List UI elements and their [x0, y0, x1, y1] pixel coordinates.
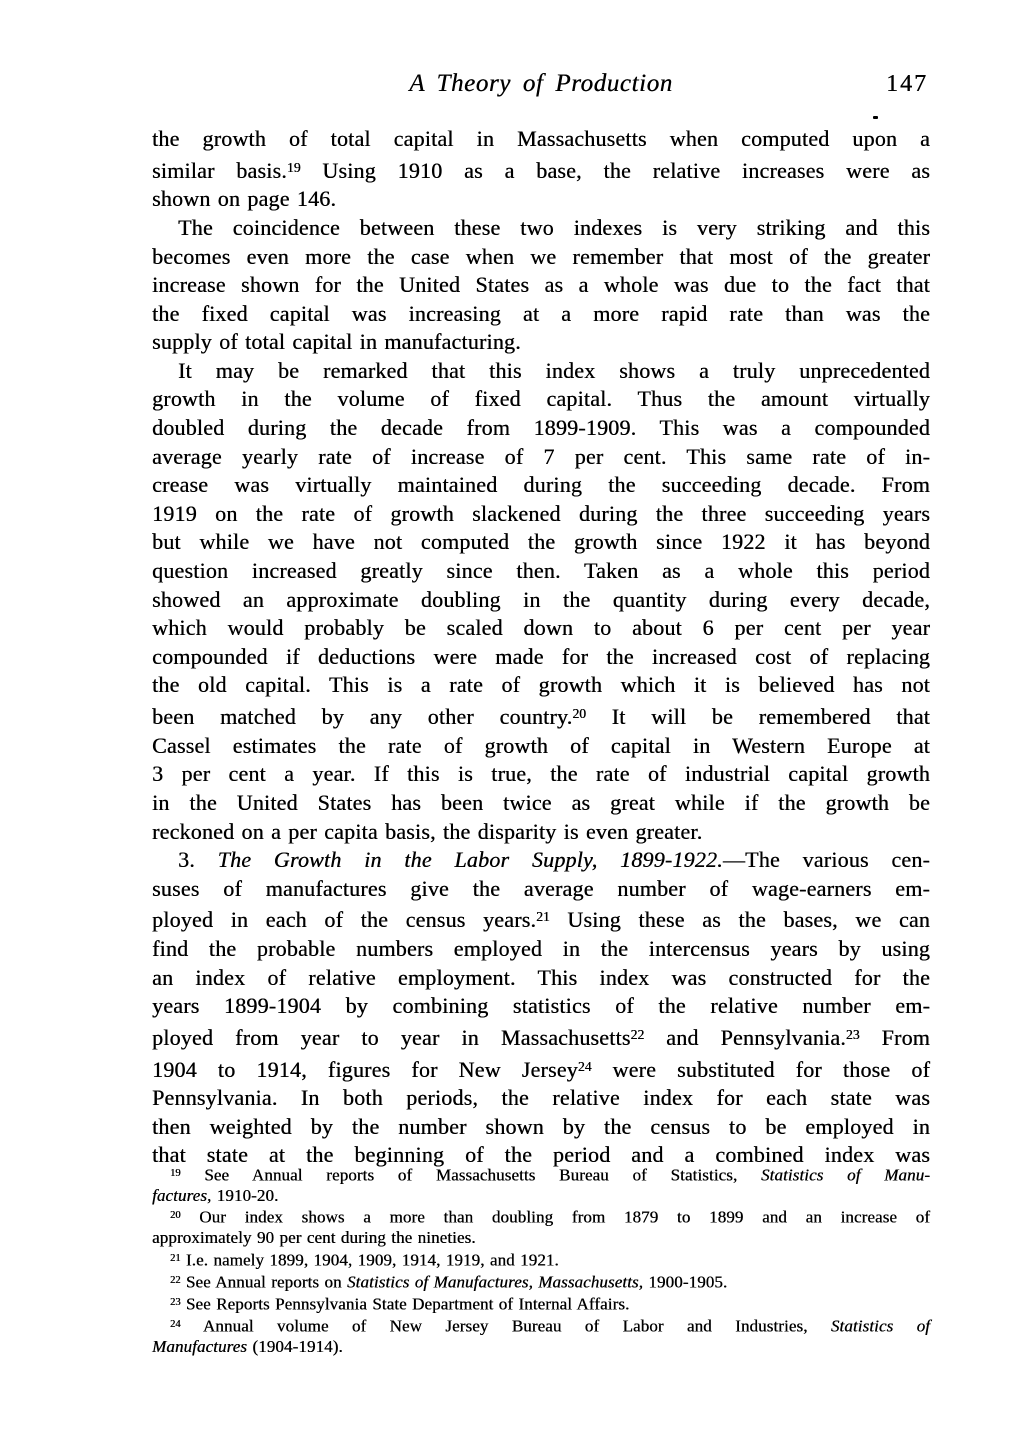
- footnote-line: [152, 1293, 930, 1315]
- text-segment: ployed in each of the census years.: [152, 907, 537, 933]
- body-line: [152, 700, 930, 732]
- text-segment: showed an approximate doubling in the quantity during every decade,: [152, 586, 930, 612]
- body-line: [152, 1084, 930, 1113]
- body-line: [152, 214, 930, 243]
- text-segment: ployed from year to year in Massachusetts: [152, 1024, 631, 1050]
- body-line: [152, 243, 930, 272]
- page-number: 147: [886, 71, 928, 97]
- body-line: [152, 414, 930, 443]
- footnote-marker: 24: [577, 1058, 592, 1074]
- text-segment: and Pennsylvania.: [644, 1024, 846, 1050]
- page-title: A Theory of Production: [409, 70, 673, 97]
- text-segment: Statistics of Manufactures, Massachusetts,: [346, 1272, 643, 1292]
- text-segment: similar basis.: [152, 157, 287, 183]
- text-segment: doubled during the decade from 1899-1909. This was a compounded: [152, 415, 930, 441]
- body-line: [152, 732, 930, 761]
- text-segment: 1919 on the rate of growth slackened during the three succeeding years: [152, 500, 930, 526]
- footnote-line: [152, 1228, 930, 1248]
- text-segment: becomes even more the case when we remember that most of the greater: [152, 243, 930, 269]
- body-line: [152, 789, 930, 818]
- text-segment: increase shown for the United States as a whole was due to the fact that: [152, 272, 930, 298]
- text-segment: Using these as the bases, we can: [549, 907, 930, 933]
- text-segment: an index of relative employment. This index was constructed for the: [152, 964, 930, 990]
- text-segment: reckoned on a per capita basis, the disparity is even greater.: [152, 818, 703, 844]
- text-segment: Cassel estimates the rate of growth of capital in Western Europe at: [152, 732, 930, 758]
- text-segment: but while we have not computed the growth since 1922 it has beyond: [152, 529, 930, 555]
- body-line: [152, 185, 930, 214]
- footnote-marker: 22: [170, 1274, 181, 1286]
- body-line: [152, 385, 930, 414]
- footnote-line: [152, 1315, 930, 1337]
- footnote-block: [152, 1164, 930, 1357]
- footnote-marker: 19: [170, 1168, 181, 1179]
- text-segment: (1904-1914).: [247, 1336, 343, 1356]
- text-segment: Annual volume of New Jersey Bureau of Labor and Industries,: [180, 1316, 831, 1336]
- text-segment: 3.: [178, 847, 218, 873]
- text-segment: approximately 90 per cent during the nineties.: [152, 1228, 476, 1248]
- body-line: [152, 935, 930, 964]
- text-segment: The Growth in the Labor Supply, 1899-1922.: [217, 847, 723, 873]
- text-segment: years 1899-1904 by combining statistics of the relative number em-: [152, 993, 930, 1019]
- text-segment: then weighted by the number shown by the census to be employed in: [152, 1113, 930, 1139]
- text-segment: Manufactures: [152, 1336, 247, 1356]
- text-segment: were substituted for those of: [591, 1056, 930, 1082]
- text-segment: Using 1910 as a base, the relative increases were as: [300, 157, 930, 183]
- footnote-line: [152, 1249, 930, 1271]
- footnote-marker: 24: [170, 1318, 181, 1330]
- text-segment: 1900-1905.: [642, 1272, 728, 1292]
- text-segment: shown on page 146.: [152, 186, 337, 212]
- text-segment: factures,: [152, 1186, 212, 1206]
- text-segment: —The various cen-: [722, 847, 930, 873]
- text-segment: See Reports Pennsylvania State Department of Internal Affairs.: [180, 1294, 630, 1314]
- body-line: [152, 528, 930, 557]
- body-line: [152, 903, 930, 935]
- footnote-marker: 23: [170, 1296, 181, 1308]
- text-segment: 1904 to 1914, figures for New Jersey: [152, 1056, 578, 1082]
- text-segment: the growth of total capital in Massachusetts when computed upon a: [152, 126, 930, 151]
- body-line: [152, 557, 930, 586]
- body-line: [152, 875, 930, 904]
- text-segment: average yearly rate of increase of 7 per cent. This same rate of in-: [152, 443, 930, 469]
- body-line: [152, 643, 930, 672]
- body-line: [152, 964, 930, 993]
- footnote-line: [152, 1186, 930, 1206]
- body-line: [152, 154, 930, 186]
- body-line: [152, 1113, 930, 1142]
- text-segment: find the probable numbers employed in the intercensus years by using: [152, 936, 930, 961]
- body-line: [152, 500, 930, 529]
- text-segment: See Annual reports of Massachusetts Bureau of Statistics,: [180, 1165, 761, 1185]
- body-line: [152, 614, 930, 643]
- text-segment: It will be remembered that: [585, 704, 930, 730]
- text-segment: the old capital. This is a rate of growth which it is believed has not: [152, 672, 930, 698]
- running-header: [152, 70, 930, 102]
- text-segment: compounded if deductions were made for the increased cost of replacing: [152, 643, 930, 669]
- footnote-line: [152, 1206, 930, 1228]
- text-segment: Statistics of Manu-: [760, 1165, 930, 1185]
- text-segment: the fixed capital was increasing at a more rapid rate than was the: [152, 300, 930, 326]
- text-segment: It may be remarked that this index shows a truly unprecedented: [178, 357, 930, 383]
- text-segment: that state at the beginning of the period and a combined index was: [152, 1142, 930, 1168]
- footnote-line: [152, 1271, 930, 1293]
- body-line: [152, 125, 930, 154]
- body-line: [152, 586, 930, 615]
- body-line: [152, 1053, 930, 1085]
- text-segment: From: [859, 1024, 930, 1050]
- footnote-marker: 19: [286, 159, 301, 175]
- text-segment: I.e. namely 1899, 1904, 1909, 1914, 1919, and 1921.: [180, 1250, 559, 1270]
- text-segment: See Annual reports on: [180, 1272, 347, 1292]
- body-line: [152, 846, 930, 875]
- body-text-block: [152, 125, 930, 1170]
- body-line: [152, 271, 930, 300]
- text-segment: been matched by any other country.: [152, 704, 573, 730]
- text-segment: which would probably be scaled down to about 6 per cent per year: [152, 615, 930, 641]
- body-line: [152, 818, 930, 847]
- text-segment: Statistics of: [830, 1316, 930, 1336]
- text-segment: Our index shows a more than doubling from 1879 to 1899 and an increase of: [180, 1208, 930, 1228]
- footnote-marker: 20: [170, 1210, 181, 1222]
- text-segment: crease was virtually maintained during the succeeding decade. From: [152, 472, 930, 498]
- text-segment: The coincidence between these two indexes is very striking and this: [178, 214, 930, 240]
- footnote-marker: 21: [170, 1252, 181, 1264]
- body-line: [152, 992, 930, 1021]
- text-segment: supply of total capital in manufacturing.: [152, 329, 521, 355]
- body-line: [152, 443, 930, 472]
- text-segment: 1910-20.: [211, 1186, 279, 1206]
- footnote-marker: 23: [845, 1026, 860, 1042]
- text-segment: 3 per cent a year. If this is true, the rate of industrial capital growth: [152, 761, 930, 787]
- body-line: [152, 671, 930, 700]
- body-line: [152, 357, 930, 386]
- text-segment: growth in the volume of fixed capital. Thus the amount virtually: [152, 386, 930, 412]
- text-segment: question increased greatly since then. Taken as a whole this period: [152, 558, 930, 584]
- footnote-line: [152, 1337, 930, 1357]
- scan-speck-artifact: [873, 116, 878, 119]
- text-segment: Pennsylvania. In both periods, the relative index for each state was: [152, 1085, 930, 1111]
- body-line: [152, 471, 930, 500]
- body-line: [152, 1021, 930, 1053]
- text-segment: in the United States has been twice as great while if the growth be: [152, 789, 930, 815]
- footnote-marker: 21: [536, 909, 550, 925]
- body-line: [152, 760, 930, 789]
- text-segment: suses of manufactures give the average number of wage-earners em-: [152, 875, 930, 901]
- body-line: [152, 328, 930, 357]
- footnote-line: [152, 1164, 930, 1186]
- footnote-marker: 22: [630, 1026, 645, 1042]
- footnote-marker: 20: [572, 706, 586, 721]
- body-line: [152, 300, 930, 329]
